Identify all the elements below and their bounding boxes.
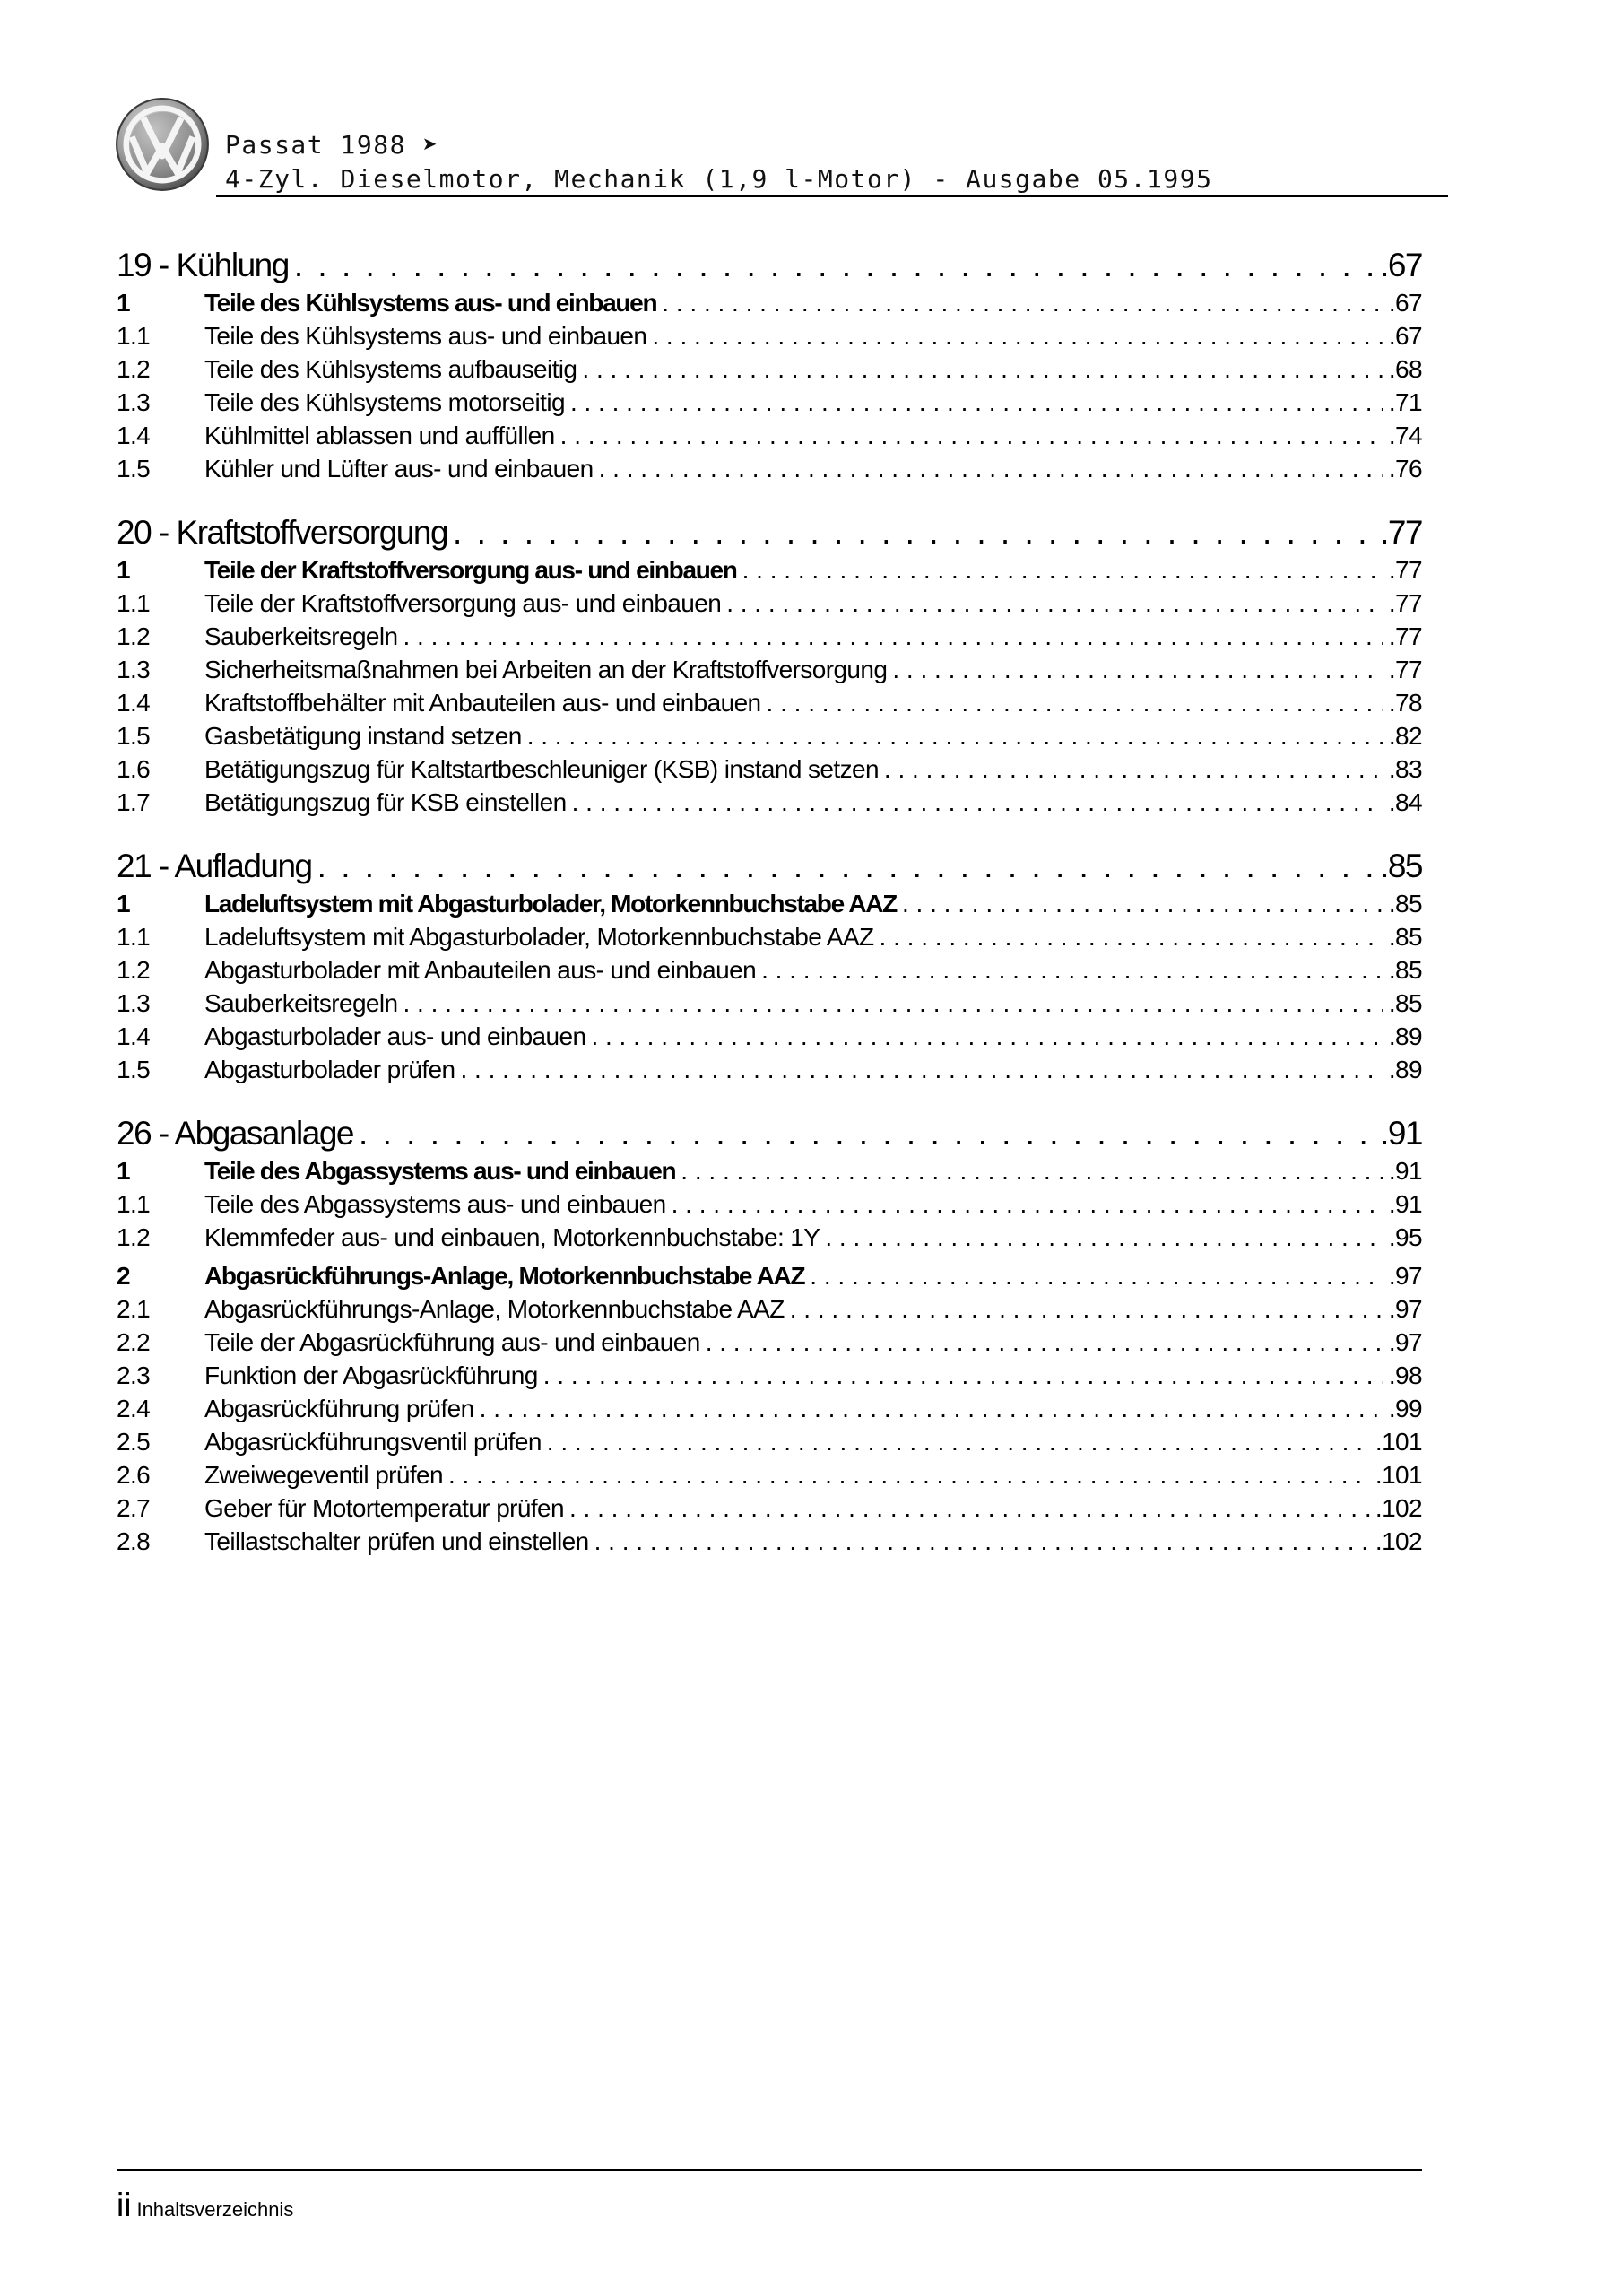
toc-entry-number: 1 [117, 289, 130, 317]
toc-entry-number: 1.5 [117, 455, 151, 483]
toc-leader-dots [460, 1054, 1383, 1086]
toc-entry-number: 1 [117, 556, 130, 584]
toc-entry[interactable] [117, 1054, 1422, 1086]
toc-chapter-title: 20 - Kraftstoffversorgung [117, 514, 448, 551]
toc-page-number: .67 [1380, 247, 1422, 283]
toc-entry-title: Teile des Kühlsystems aus- und einbauen [204, 289, 657, 317]
toc-page-number: .71 [1388, 388, 1422, 416]
toc-chapter[interactable] [117, 509, 1422, 556]
toc-page-number: .85 [1380, 848, 1422, 884]
toc-page-number: .102 [1375, 1494, 1422, 1522]
toc-entry-number: 1.2 [117, 1223, 151, 1251]
toc-leader-dots [880, 921, 1383, 953]
toc-leader-dots [652, 320, 1383, 352]
toc-entry-title: Zweiwegeventil prüfen [204, 1461, 443, 1489]
toc-entry-title: Kühler und Lüfter aus- und einbauen [204, 455, 594, 483]
toc-page-number: .85 [1388, 923, 1422, 951]
toc-page-number: .67 [1388, 322, 1422, 350]
toc-leader-dots [359, 1110, 1375, 1157]
toc-entry-title: Kühlmittel ablassen und auffüllen [204, 422, 555, 449]
toc-entry[interactable] [117, 453, 1422, 485]
toc-page-number: .77 [1380, 514, 1422, 551]
toc-entry-number: 1.1 [117, 589, 151, 617]
toc-page-number: .91 [1388, 1190, 1422, 1218]
toc-entry-number: 1.4 [117, 422, 151, 449]
toc-leader-dots [448, 1459, 1370, 1492]
toc-entry-number: 1.4 [117, 689, 151, 717]
page-footer [117, 2187, 293, 2224]
toc-entry-number: 1.7 [117, 788, 151, 816]
toc-entry[interactable] [117, 687, 1422, 719]
toc-entry-title: Teile des Abgassystems aus- und einbauen [204, 1157, 676, 1185]
toc-entry-number: 1.6 [117, 755, 151, 783]
toc-entry[interactable] [117, 420, 1422, 452]
toc-leader-dots [902, 888, 1383, 920]
toc-entry-title: Teillastschalter prüfen und einstellen [204, 1527, 589, 1555]
toc-entry-number: 2.8 [117, 1527, 151, 1555]
toc-entry-number: 2.4 [117, 1395, 151, 1422]
toc-entry-title: Abgasrückführungsventil prüfen [204, 1428, 542, 1456]
toc-entry-number: 1.2 [117, 622, 151, 650]
document-title: Passat 1988 ➤ [225, 130, 439, 160]
toc-chapter-title: 21 - Aufladung [117, 848, 312, 884]
toc-page-number: .95 [1388, 1223, 1422, 1251]
toc-entry-title: Teile des Kühlsystems motorseitig [204, 388, 565, 416]
toc-entry-title: Sauberkeitsregeln [204, 989, 398, 1017]
toc-entry[interactable] [117, 753, 1422, 786]
toc-leader-dots [742, 554, 1383, 587]
toc-entry-title: Abgasturbolader mit Anbauteilen aus- und einbauen [204, 956, 757, 984]
toc-entry-title: Teile der Abgasrückführung aus- und einbauen [204, 1328, 700, 1356]
toc-leader-dots [403, 621, 1383, 653]
toc-entry[interactable] [117, 1293, 1422, 1326]
toc-leader-dots [767, 687, 1383, 719]
toc-entry-number: 1.4 [117, 1022, 151, 1050]
toc-page-number: .76 [1388, 455, 1422, 483]
toc-page-number: .102 [1375, 1527, 1422, 1555]
toc-leader-dots [572, 787, 1383, 819]
toc-chapter[interactable] [117, 242, 1422, 289]
toc-leader-dots [672, 1188, 1383, 1221]
toc-entry-number: 2.5 [117, 1428, 151, 1456]
toc-entry-number: 2.2 [117, 1328, 151, 1356]
toc-entry[interactable] [117, 1188, 1422, 1221]
toc-leader-dots [403, 987, 1383, 1020]
toc-leader-dots [527, 720, 1383, 752]
toc-page-number: .85 [1388, 989, 1422, 1017]
toc-page-number: .97 [1388, 1328, 1422, 1356]
toc-entry-title: Abgasrückführungs-Anlage, Motorkennbuchstabe AAZ [204, 1262, 805, 1290]
toc-entry-number: 2.3 [117, 1361, 151, 1389]
toc-leader-dots [560, 420, 1383, 452]
toc-entry-title: Abgasturbolader aus- und einbauen [204, 1022, 586, 1050]
toc-leader-dots [884, 753, 1383, 786]
toc-entry-number: 2.7 [117, 1494, 151, 1522]
toc-leader-dots [761, 954, 1383, 987]
toc-leader-dots [662, 287, 1383, 319]
toc-entry-number: 1 [117, 1157, 130, 1185]
toc-entry[interactable] [117, 1326, 1422, 1359]
toc-entry-title: Teile der Kraftstoffversorgung aus- und einbauen [204, 589, 722, 617]
toc-entry[interactable] [117, 1526, 1422, 1558]
toc-entry[interactable] [117, 1459, 1422, 1492]
toc-entry[interactable] [117, 654, 1422, 686]
toc-page-number: .89 [1388, 1022, 1422, 1050]
toc-leader-dots [726, 587, 1383, 620]
toc-page-number: .77 [1388, 656, 1422, 683]
toc-entry-number: 1.3 [117, 388, 151, 416]
toc-page-number: .91 [1388, 1157, 1422, 1185]
toc-leader-dots [681, 1155, 1383, 1187]
toc-entry-title: Ladeluftsystem mit Abgasturbolader, Motorkennbuchstabe AAZ [204, 923, 874, 951]
toc-page-number: .97 [1388, 1262, 1422, 1290]
toc-chapter-title: 19 - Kühlung [117, 247, 289, 283]
toc-page-number: .85 [1388, 890, 1422, 918]
vw-logo-icon [115, 97, 210, 192]
toc-chapter[interactable] [117, 843, 1422, 890]
toc-leader-dots [570, 387, 1383, 419]
toc-page-number: .91 [1380, 1115, 1422, 1152]
toc-page-number: .77 [1388, 556, 1422, 584]
toc-entry-title: Sauberkeitsregeln [204, 622, 398, 650]
toc-entry-title: Teile des Kühlsystems aufbauseitig [204, 355, 577, 383]
toc-entry-title: Teile der Kraftstoffversorgung aus- und einbauen [204, 556, 737, 584]
toc-entry-number: 1.1 [117, 322, 151, 350]
toc-leader-dots [591, 1021, 1383, 1053]
toc-entry-number: 2.6 [117, 1461, 151, 1489]
toc-page-number: .99 [1388, 1395, 1422, 1422]
toc-entry-number: 2 [117, 1262, 130, 1290]
toc-entry-title: Betätigungszug für Kaltstartbeschleuniger (KSB) instand setzen [204, 755, 879, 783]
toc-entry[interactable] [117, 320, 1422, 352]
toc-leader-dots [569, 1492, 1370, 1525]
toc-entry-title: Teile des Kühlsystems aus- und einbauen [204, 322, 647, 350]
toc-entry-title: Betätigungszug für KSB einstellen [204, 788, 567, 816]
toc-entry-number: 1.5 [117, 1056, 151, 1083]
toc-leader-dots [543, 1360, 1383, 1392]
toc-entry[interactable] [117, 1360, 1422, 1392]
document-subtitle: 4-Zyl. Dieselmotor, Mechanik (1,9 l-Motor) - Ausgabe 05.1995 [225, 164, 1213, 194]
toc-entry[interactable] [117, 587, 1422, 620]
toc-entry[interactable] [117, 987, 1422, 1020]
toc-entry-number: 1.1 [117, 923, 151, 951]
toc-leader-dots [547, 1426, 1370, 1458]
toc-entry-number: 1 [117, 890, 130, 918]
toc-page-number: .84 [1388, 788, 1422, 816]
toc-leader-dots [892, 654, 1383, 686]
toc-leader-dots [594, 1526, 1370, 1558]
toc-page-number: .89 [1388, 1056, 1422, 1083]
toc-chapter[interactable] [117, 1110, 1422, 1157]
toc-entry[interactable] [117, 353, 1422, 386]
page-header [115, 92, 1448, 196]
toc-page-number: .68 [1388, 355, 1422, 383]
toc-leader-dots [810, 1260, 1383, 1292]
toc-leader-dots [825, 1222, 1383, 1254]
toc-entry-number: 2.1 [117, 1295, 151, 1323]
toc-page-number: .98 [1388, 1361, 1422, 1389]
toc-entry[interactable] [117, 1492, 1422, 1525]
toc-entry[interactable] [117, 1021, 1422, 1053]
toc-entry-title: Sicherheitsmaßnahmen bei Arbeiten an der Kraftstoffversorgung [204, 656, 888, 683]
toc-entry-title: Abgasturbolader prüfen [204, 1056, 455, 1083]
toc-entry-title: Gasbetätigung instand setzen [204, 722, 522, 750]
toc-entry[interactable] [117, 287, 1422, 319]
toc-entry-title: Abgasrückführungs-Anlage, Motorkennbuchstabe AAZ [204, 1295, 785, 1323]
toc-entry[interactable] [117, 1426, 1422, 1458]
toc-entry-title: Klemmfeder aus- und einbauen, Motorkennbuchstabe: 1Y [204, 1223, 820, 1251]
toc-entry[interactable] [117, 621, 1422, 653]
toc-entry[interactable] [117, 921, 1422, 953]
toc-leader-dots [706, 1326, 1383, 1359]
toc-entry-number: 1.2 [117, 956, 151, 984]
toc-leader-dots [453, 509, 1375, 556]
toc-page-number: .101 [1375, 1461, 1422, 1489]
toc-entry[interactable] [117, 1260, 1422, 1292]
toc-leader-dots [317, 843, 1375, 890]
toc-entry[interactable] [117, 554, 1422, 587]
toc-entry-number: 1.5 [117, 722, 151, 750]
toc-page-number: .85 [1388, 956, 1422, 984]
toc-page-number: .101 [1375, 1428, 1422, 1456]
footer-label: Inhaltsverzeichnis [136, 2198, 294, 2221]
toc-entry[interactable] [117, 787, 1422, 819]
toc-entry-title: Teile des Abgassystems aus- und einbauen [204, 1190, 666, 1218]
toc-page-number: .74 [1388, 422, 1422, 449]
toc-page-number: .83 [1388, 755, 1422, 783]
toc-leader-dots [294, 242, 1375, 289]
footer-divider [117, 2169, 1422, 2171]
toc-page-number: .78 [1388, 689, 1422, 717]
header-divider [216, 195, 1448, 197]
toc-entry[interactable] [117, 888, 1422, 920]
toc-leader-dots [599, 453, 1383, 485]
toc-entry-number: 1.3 [117, 989, 151, 1017]
toc-entry[interactable] [117, 1393, 1422, 1425]
toc-leader-dots [480, 1393, 1383, 1425]
toc-entry[interactable] [117, 1155, 1422, 1187]
toc-entry-title: Kraftstoffbehälter mit Anbauteilen aus- und einbauen [204, 689, 761, 717]
toc-entry-number: 1.3 [117, 656, 151, 683]
toc-leader-dots [790, 1293, 1383, 1326]
toc-page-number: .77 [1388, 589, 1422, 617]
toc-entry[interactable] [117, 387, 1422, 419]
toc-entry-title: Funktion der Abgasrückführung [204, 1361, 538, 1389]
toc-entry-title: Geber für Motortemperatur prüfen [204, 1494, 564, 1522]
toc-entry-title: Abgasrückführung prüfen [204, 1395, 474, 1422]
toc-page-number: .67 [1388, 289, 1422, 317]
toc-entry[interactable] [117, 1222, 1422, 1254]
toc-chapter-title: 26 - Abgasanlage [117, 1115, 354, 1152]
toc-entry-number: 1.1 [117, 1190, 151, 1218]
toc-entry[interactable] [117, 720, 1422, 752]
page-number: ii [117, 2187, 132, 2223]
toc-entry-number: 1.2 [117, 355, 151, 383]
toc-page-number: .77 [1388, 622, 1422, 650]
toc-entry-title: Ladeluftsystem mit Abgasturbolader, Motorkennbuchstabe AAZ [204, 890, 897, 918]
toc-page-number: .97 [1388, 1295, 1422, 1323]
toc-page-number: .82 [1388, 722, 1422, 750]
toc-leader-dots [582, 353, 1383, 386]
toc-entry[interactable] [117, 954, 1422, 987]
